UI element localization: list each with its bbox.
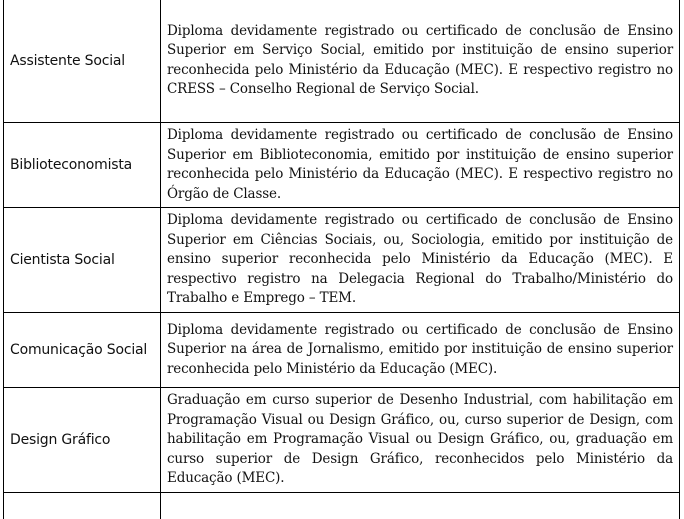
- table-row: [4, 123, 680, 208]
- requirement-cell: Graduação em curso superior de Desenho Industrial, com habilitação em Programação Visual ou Design Gráfico, ou, curso superior de Design, com habilitação em Programação Visual ou Design Gráfico, ou, graduação em curso superior de Design Gráfico, reconhecidos pelo Ministério da Educação (MEC).: [161, 388, 680, 493]
- table-row: [4, 208, 680, 313]
- table-row: [4, 313, 680, 388]
- role-cell: Comunicação Social: [4, 313, 161, 388]
- role-cell: Cientista Social: [4, 208, 161, 313]
- requirement-cell: Diploma devidamente registrado ou certificado de conclusão de Ensino Superior em Serviço Social, emitido por instituição de ensino superior reconhecida pelo Ministério da Educação (MEC). E respectivo registro no CRESS – Conselho Regional de Serviço Social.: [161, 0, 680, 123]
- table-row-partial: [4, 493, 680, 519]
- requirements-table: [3, 0, 680, 519]
- role-cell-empty: [4, 493, 161, 519]
- requirement-cell: Diploma devidamente registrado ou certificado de conclusão de Ensino Superior em Ciências Sociais, ou, Sociologia, emitido por instituição de ensino superior reconhecida pelo Ministério da Educação (MEC). E respectivo registro na Delegacia Regional do Trabalho/Ministério do Trabalho e Emprego – TEM.: [161, 208, 680, 313]
- requirement-cell: Diploma devidamente registrado ou certificado de conclusão de Ensino Superior na área de Jornalismo, emitido por instituição de ensino superior reconhecida pelo Ministério da Educação (MEC).: [161, 313, 680, 388]
- table-row: [4, 0, 680, 123]
- table-row: [4, 388, 680, 493]
- role-cell: Assistente Social: [4, 0, 161, 123]
- role-cell: Biblioteconomista: [4, 123, 161, 208]
- role-cell: Design Gráfico: [4, 388, 161, 493]
- requirement-cell: Diploma devidamente registrado ou certificado de conclusão de Ensino Superior em Biblioteconomia, emitido por instituição de ensino superior reconhecida pelo Ministério da Educação (MEC). E respectivo registro no Órgão de Classe.: [161, 123, 680, 208]
- requirement-cell-empty: [161, 493, 680, 519]
